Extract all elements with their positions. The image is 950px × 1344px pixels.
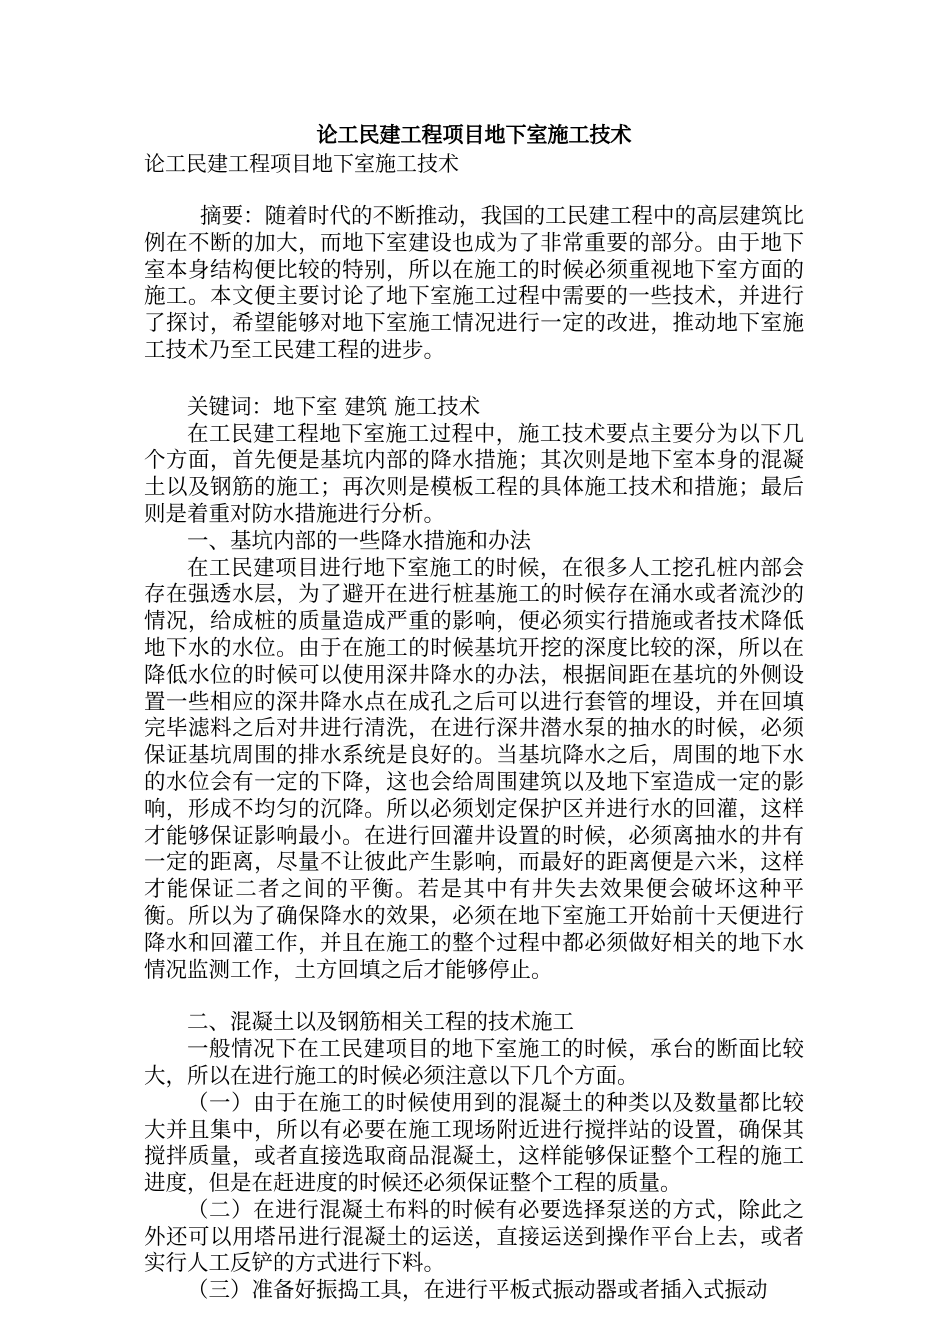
document-title: 论工民建工程项目地下室施工技术 xyxy=(316,122,632,147)
section-2-intro: 一般情况下在工民建项目的地下室施工的时候，承台的断面比较大，所以在进行施工的时候必须注意以下几个方面。 xyxy=(144,1037,804,1089)
section-2-heading: 二、混凝土以及钢筋相关工程的技术施工 xyxy=(187,1010,575,1036)
document-body xyxy=(144,120,804,1305)
abstract-paragraph: 摘要：随着时代的不断推动，我国的工民建工程中的高层建筑比例在不断的加大，而地下室建设也成为了非常重要的部分。由于地下室本身结构便比较的特别，所以在施工的时候必须重视地下室方面的施工。本文便主要讨论了地下室施工过程中需要的一些技术，并进行了探讨，希望能够对地下室施工情况进行一定的改进，推动地下室施工技术乃至工民建工程的进步。 xyxy=(144,204,804,363)
section-1-body: 在工民建项目进行地下室施工的时候，在很多人工挖孔桩内部会存在强透水层，为了避开在进行桩基施工的时候存在涌水或者流沙的情况，给成桩的质量造成严重的影响，便必须实行措施或者技术降低地下水的水位。由于在施工的时候基坑开挖的深度比较的深，所以在降低水位的时候可以使用深井降水的办法，根据间距在基坑的外侧设置一些相应的深井降水点在成孔之后可以进行套管的埋设，并在回填完毕滤料之后对井进行清洗，在进行深井潜水泵的抽水的时候，必须保证基坑周围的排水系统是良好的。当基坑降水之后，周围的地下水的水位会有一定的下降，这也会给周围建筑以及地下室造成一定的影响，形成不均匀的沉降。所以必须划定保护区并进行水的回灌，这样才能够保证影响最小。在进行回灌井设置的时候，必须离抽水的井有一定的距离，尽量不让彼此产生影响，而最好的距离便是六米，这样才能保证二者之间的平衡。若是其中有井失去效果便会破坏这种平衡。所以为了确保降水的效果，必须在地下室施工开始前十天便进行降水和回灌工作，并且在施工的整个过程中都必须做好相关的地下水情况监测工作，土方回填之后才能够停止。 xyxy=(144,555,804,983)
list-item-3: （三）准备好振捣工具，在进行平板式振动器或者插入式振动 xyxy=(187,1278,768,1304)
keywords-line: 关键词：地下室 建筑 施工技术 xyxy=(187,394,481,420)
intro-paragraph: 在工民建工程地下室施工过程中，施工技术要点主要分为以下几个方面，首先便是基坑内部的降水措施；其次则是地下室本身的混凝土以及钢筋的施工；再次则是模板工程的具体施工技术和措施；最后则是着重对防水措施进行分析。 xyxy=(144,421,804,527)
list-item-1: （一）由于在施工的时候使用到的混凝土的种类以及数量都比较大并且集中，所以有必要在施工现场附近进行搅拌站的设置，确保其搅拌质量，或者直接选取商品混凝土，这样能够保证整个工程的施工进度，但是在赶进度的时候还必须保证整个工程的质量。 xyxy=(144,1090,804,1197)
list-item-2: （二）在进行混凝土布料的时候有必要选择泵送的方式，除此之外还可以用塔吊进行混凝土的运送，直接运送到操作平台上去，或者实行人工反铲的方式进行下料。 xyxy=(144,1197,804,1277)
document-subtitle: 论工民建工程项目地下室施工技术 xyxy=(144,152,459,176)
section-1-heading: 一、基坑内部的一些降水措施和办法 xyxy=(187,528,532,554)
